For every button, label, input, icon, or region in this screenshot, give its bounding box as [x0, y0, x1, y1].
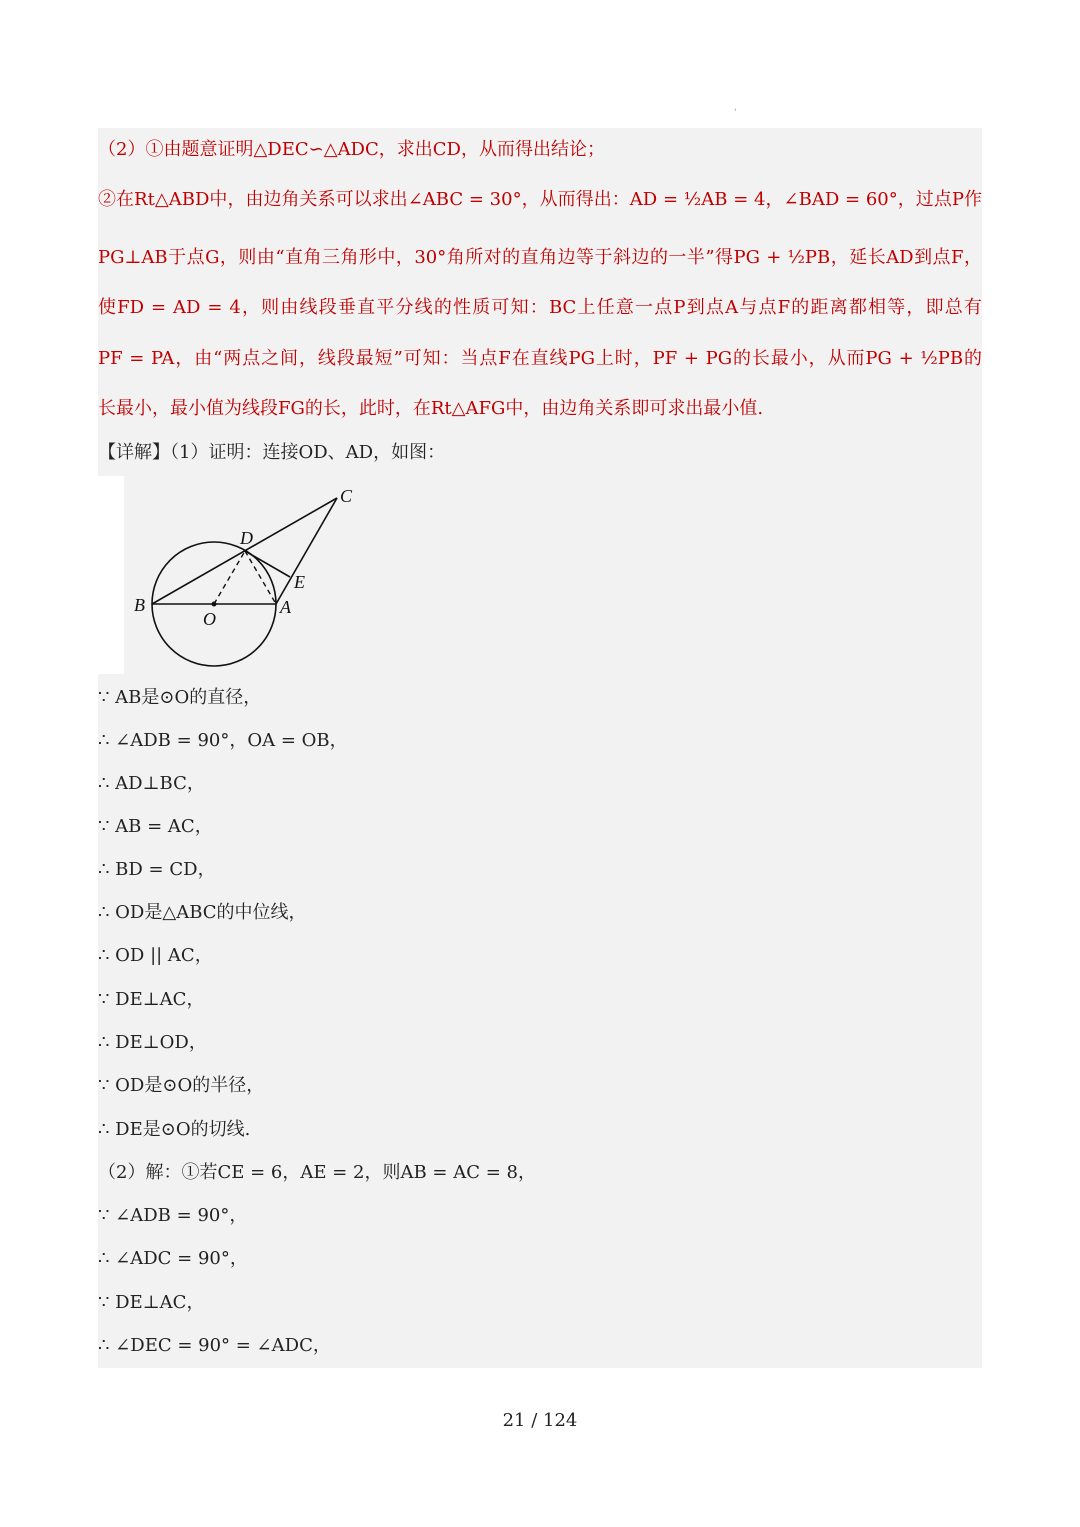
page-number: 21 / 124: [502, 1410, 578, 1431]
solution-panel: [98, 128, 982, 1368]
proof-line-4: ∵ AB = AC，: [98, 816, 213, 837]
label-a: A: [280, 597, 291, 617]
header-mark: ': [734, 108, 737, 118]
center-point: [212, 602, 217, 607]
dashed-ad: [245, 551, 276, 604]
segment-ac: [276, 498, 337, 604]
proof-line-2: ∴ ∠ADB = 90°，OA = OB，: [98, 730, 348, 751]
analysis-line-1: （2）①由题意证明△DEC∽△ADC，求出CD，从而得出结论；: [98, 139, 605, 160]
part2-line-3: ∴ ∠ADC = 90°，: [98, 1248, 248, 1269]
analysis-line-3: PG⊥AB于点G，则由“直角三角形中，30°角所对的直角边等于斜边的一半”得PG + ½PB，延长AD到点F，: [98, 247, 982, 268]
proof-line-1: ∵ AB是⊙O的直径，: [98, 687, 262, 708]
analysis-line-5: PF = PA，由“两点之间，线段最短”可知：当点F在直线PG上时，PF + PG的长最小，从而PG + ½PB的: [98, 348, 982, 369]
analysis-line-6: 长最小，最小值为线段FG的长，此时，在Rt△AFG中，由边角关系即可求出最小值.: [98, 398, 764, 419]
part2-line-2: ∵ ∠ADB = 90°，: [98, 1205, 248, 1226]
label-b: B: [134, 595, 145, 615]
detail-header: 【详解】（1）证明：连接OD、AD，如图：: [98, 442, 446, 463]
proof-line-6: ∴ OD是△ABC的中位线，: [98, 902, 307, 923]
label-c: C: [340, 486, 353, 506]
part2-line-4: ∵ DE⊥AC，: [98, 1292, 205, 1313]
proof-line-5: ∴ BD = CD，: [98, 859, 216, 880]
proof-line-7: ∴ OD || AC，: [98, 945, 213, 966]
analysis-line-4: 使FD = AD = 4，则由线段垂直平分线的性质可知：BC上任意一点P到点A与点F的距离都相等，即总有: [98, 297, 982, 318]
segment-bc: [152, 498, 337, 604]
proof-line-8: ∵ DE⊥AC，: [98, 989, 205, 1010]
proof-line-9: ∴ DE⊥OD，: [98, 1032, 207, 1053]
proof-line-11: ∴ DE是⊙O的切线.: [98, 1119, 251, 1140]
label-e: E: [294, 572, 305, 592]
analysis-line-2: ②在Rt△ABD中，由边角关系可以求出∠ABC = 30°，从而得出：AD = ½AB = 4，∠BAD = 60°，过点P作: [98, 189, 982, 210]
part2-line-1: （2）解：①若CE = 6，AE = 2，则AB = AC = 8，: [98, 1162, 536, 1183]
geometry-figure: [110, 480, 370, 680]
proof-line-10: ∵ OD是⊙O的半径，: [98, 1075, 265, 1096]
part2-line-5: ∴ ∠DEC = 90° = ∠ADC，: [98, 1335, 331, 1356]
label-o: O: [203, 609, 216, 629]
proof-line-3: ∴ AD⊥BC，: [98, 773, 205, 794]
label-d: D: [240, 528, 253, 548]
